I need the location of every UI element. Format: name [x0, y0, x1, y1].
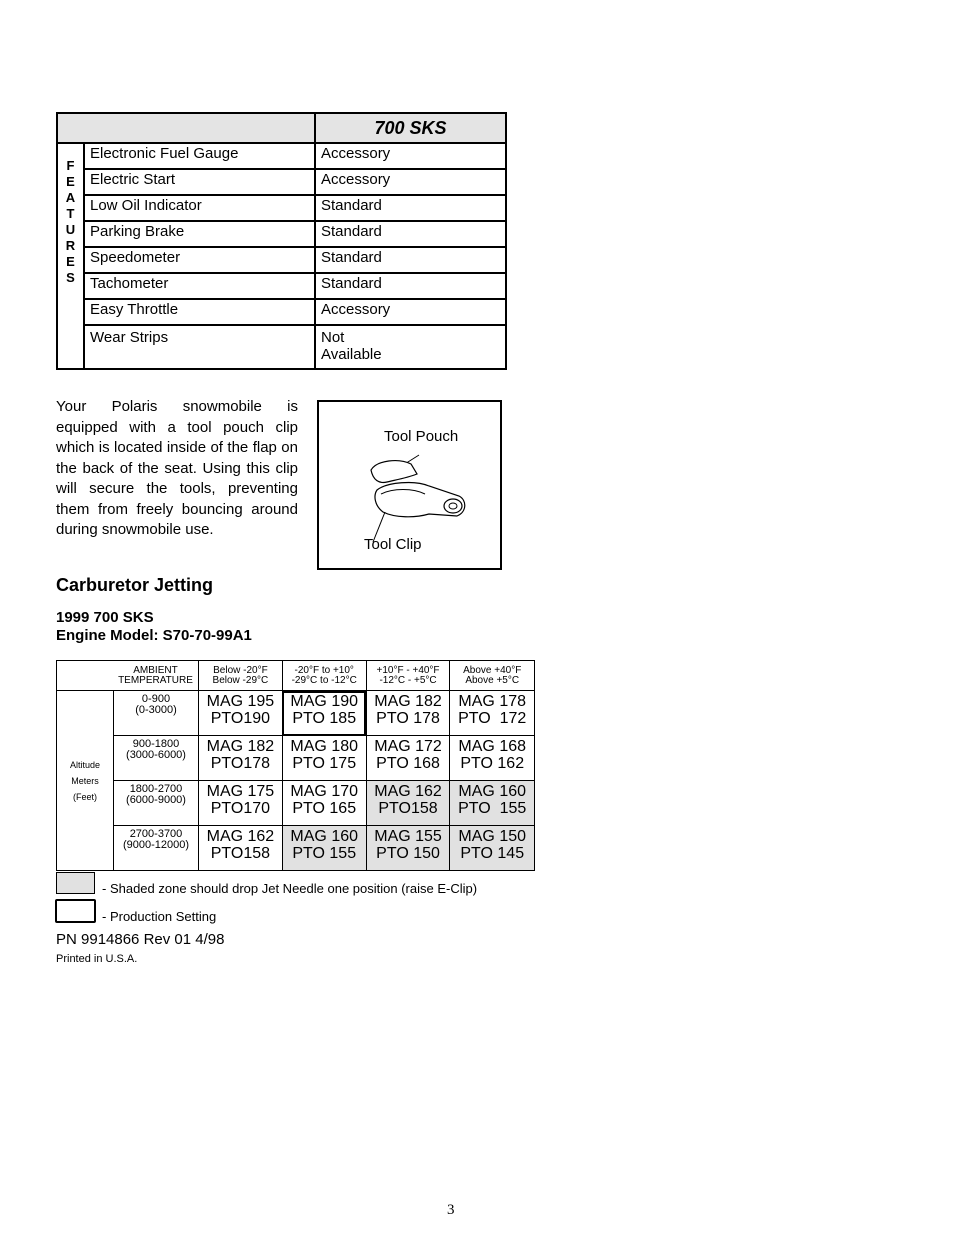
feature-value-line: Available: [321, 346, 382, 363]
feature-name: Parking Brake: [84, 221, 315, 247]
side-letter: E: [66, 254, 75, 269]
jet-cell: [199, 781, 283, 826]
jet-cell: [199, 691, 283, 736]
altitude-label-line: Altitude: [69, 759, 101, 770]
shaded-legend-text: - Shaded zone should drop Jet Needle one position (raise E-Clip): [102, 881, 478, 896]
feature-value: Standard: [315, 247, 506, 273]
jet-cell: [366, 691, 450, 736]
header-line: AMBIENT: [133, 664, 178, 676]
pto-value: PTO 165: [292, 800, 357, 817]
mag-value: MAG 180: [290, 738, 359, 755]
jet-cell: [282, 781, 366, 826]
section-title: Carburetor Jetting: [56, 575, 214, 595]
mag-value: MAG 160: [458, 783, 527, 800]
temp-column-header: [366, 661, 450, 691]
temp-column-header: [450, 661, 535, 691]
ambient-temperature-header: [57, 661, 199, 691]
pto-value: PTO 178: [376, 710, 440, 727]
feature-value: Standard: [315, 221, 506, 247]
pto-value: PTO 155: [292, 845, 357, 862]
mag-value: MAG 150: [458, 828, 527, 845]
model-line: 1999 700 SKS: [56, 609, 154, 626]
jet-cell-shaded: [366, 781, 450, 826]
feature-name: Wear Strips: [84, 325, 315, 369]
feature-name: Electric Start: [84, 169, 315, 195]
feature-value: Standard: [315, 195, 506, 221]
mag-value: MAG 162: [374, 783, 442, 800]
shaded-legend-swatch: [56, 872, 95, 894]
side-letter: E: [66, 174, 75, 189]
range-meters: 900-1800: [132, 738, 180, 750]
mag-value: MAG 170: [290, 783, 359, 800]
jet-cell: [366, 736, 450, 781]
part-number: PN 9914866 Rev 01 4/98: [56, 931, 225, 948]
range-feet: (0-3000): [135, 704, 177, 716]
feature-value-line: Not: [321, 329, 345, 346]
range-feet: (3000-6000): [126, 749, 186, 761]
feature-name: Speedometer: [84, 247, 315, 273]
altitude-label: [57, 691, 114, 871]
jet-cell-production: [282, 691, 366, 736]
jet-cell: [450, 691, 535, 736]
range-meters: 0-900: [141, 693, 171, 705]
range-meters: 1800-2700: [129, 783, 183, 795]
temp-column-header: [199, 661, 283, 691]
pto-value: PTO178: [210, 755, 271, 772]
mag-value: MAG 190: [290, 693, 359, 710]
production-legend-text: - Production Setting: [102, 909, 217, 924]
mag-value: MAG 175: [206, 783, 275, 800]
pto-value: PTO 168: [376, 755, 440, 772]
altitude-label-line: (Feet): [72, 791, 97, 802]
tool-clip-label: Tool Clip: [364, 536, 422, 553]
header-line: Below -29°C: [212, 674, 269, 686]
tool-pouch-label: Tool Pouch: [384, 428, 459, 445]
side-letter: R: [65, 238, 76, 253]
printed-location: Printed in U.S.A.: [56, 953, 138, 965]
mag-value: MAG 160: [290, 828, 359, 845]
page-number: 3: [447, 1202, 455, 1218]
jet-cell: [199, 736, 283, 781]
mag-value: MAG 155: [374, 828, 442, 845]
header-line: -20°F to +10°: [294, 664, 354, 676]
pto-value: PTO170: [210, 800, 271, 817]
pto-value: PTO 185: [292, 710, 357, 727]
side-letter: A: [65, 190, 76, 205]
altitude-range: [114, 826, 199, 871]
header-line: -12°C - +5°C: [379, 674, 437, 686]
feature-name: Low Oil Indicator: [84, 195, 315, 221]
feature-value: Accessory: [315, 299, 506, 325]
pto-value: PTO 175: [292, 755, 357, 772]
pto-value: PTO158: [210, 845, 271, 862]
feature-value: Accessory: [315, 169, 506, 195]
mag-value: MAG 172: [374, 738, 442, 755]
feature-value: Standard: [315, 273, 506, 299]
range-meters: 2700-3700: [129, 828, 183, 840]
pto-value: PTO 162: [460, 755, 525, 772]
side-letter: S: [66, 270, 75, 285]
mag-value: MAG 162: [206, 828, 275, 845]
jetting-table: [56, 660, 535, 871]
pto-value: PTO190: [210, 710, 271, 727]
jet-cell-shaded: [282, 826, 366, 871]
tool-clip-illustration: [359, 450, 479, 545]
model-header: 700 SKS: [315, 113, 506, 143]
side-letter: U: [65, 222, 76, 237]
pto-value: PTO 150: [376, 845, 440, 862]
pto-value: PTO 155: [458, 800, 527, 817]
features-header-blank: [57, 113, 315, 143]
jet-cell: [282, 736, 366, 781]
temp-column-header: [282, 661, 366, 691]
pto-value: PTO158: [378, 800, 438, 817]
feature-value-multiline: [315, 325, 506, 369]
side-letter: T: [66, 206, 75, 221]
feature-name: Easy Throttle: [84, 299, 315, 325]
tool-pouch-figure: [317, 400, 502, 570]
mag-value: MAG 195: [206, 693, 275, 710]
pto-value: PTO 172: [458, 710, 527, 727]
jet-cell-shaded: [450, 781, 535, 826]
header-line: -29°C to -12°C: [291, 674, 357, 686]
mag-value: MAG 178: [458, 693, 527, 710]
mag-value: MAG 168: [458, 738, 527, 755]
header-line: Below -20°F: [213, 664, 268, 676]
features-side-label: [57, 143, 84, 369]
production-legend-swatch: [55, 899, 96, 923]
features-table: [56, 112, 507, 370]
jet-cell-shaded: [366, 826, 450, 871]
feature-name: Electronic Fuel Gauge: [84, 143, 315, 169]
mag-value: MAG 182: [206, 738, 275, 755]
altitude-range: [114, 691, 199, 736]
jet-cell: [199, 826, 283, 871]
altitude-range: [114, 736, 199, 781]
jet-cell-shaded: [450, 826, 535, 871]
range-feet: (9000-12000): [122, 839, 190, 851]
header-line: Above +40°F: [463, 664, 522, 676]
header-line: +10°F - +40°F: [376, 664, 440, 676]
range-feet: (6000-9000): [126, 794, 186, 806]
feature-value: Accessory: [315, 143, 506, 169]
header-line: Above +5°C: [465, 674, 520, 686]
altitude-range: [114, 781, 199, 826]
header-line: TEMPERATURE: [118, 674, 193, 686]
engine-model-line: Engine Model: S70-70-99A1: [56, 627, 252, 644]
feature-name: Tachometer: [84, 273, 315, 299]
pto-value: PTO 145: [460, 845, 525, 862]
side-letter: F: [66, 158, 75, 173]
jet-cell: [450, 736, 535, 781]
altitude-label-line: Meters: [71, 775, 99, 786]
tool-pouch-paragraph: Your Polaris snowmobile is equipped with a tool pouch clip which is located inside of the flap on the back of the seat. Using this clip will secure the tools, preventing them from freely bouncing around during snowmobile use.: [56, 398, 298, 538]
mag-value: MAG 182: [374, 693, 442, 710]
